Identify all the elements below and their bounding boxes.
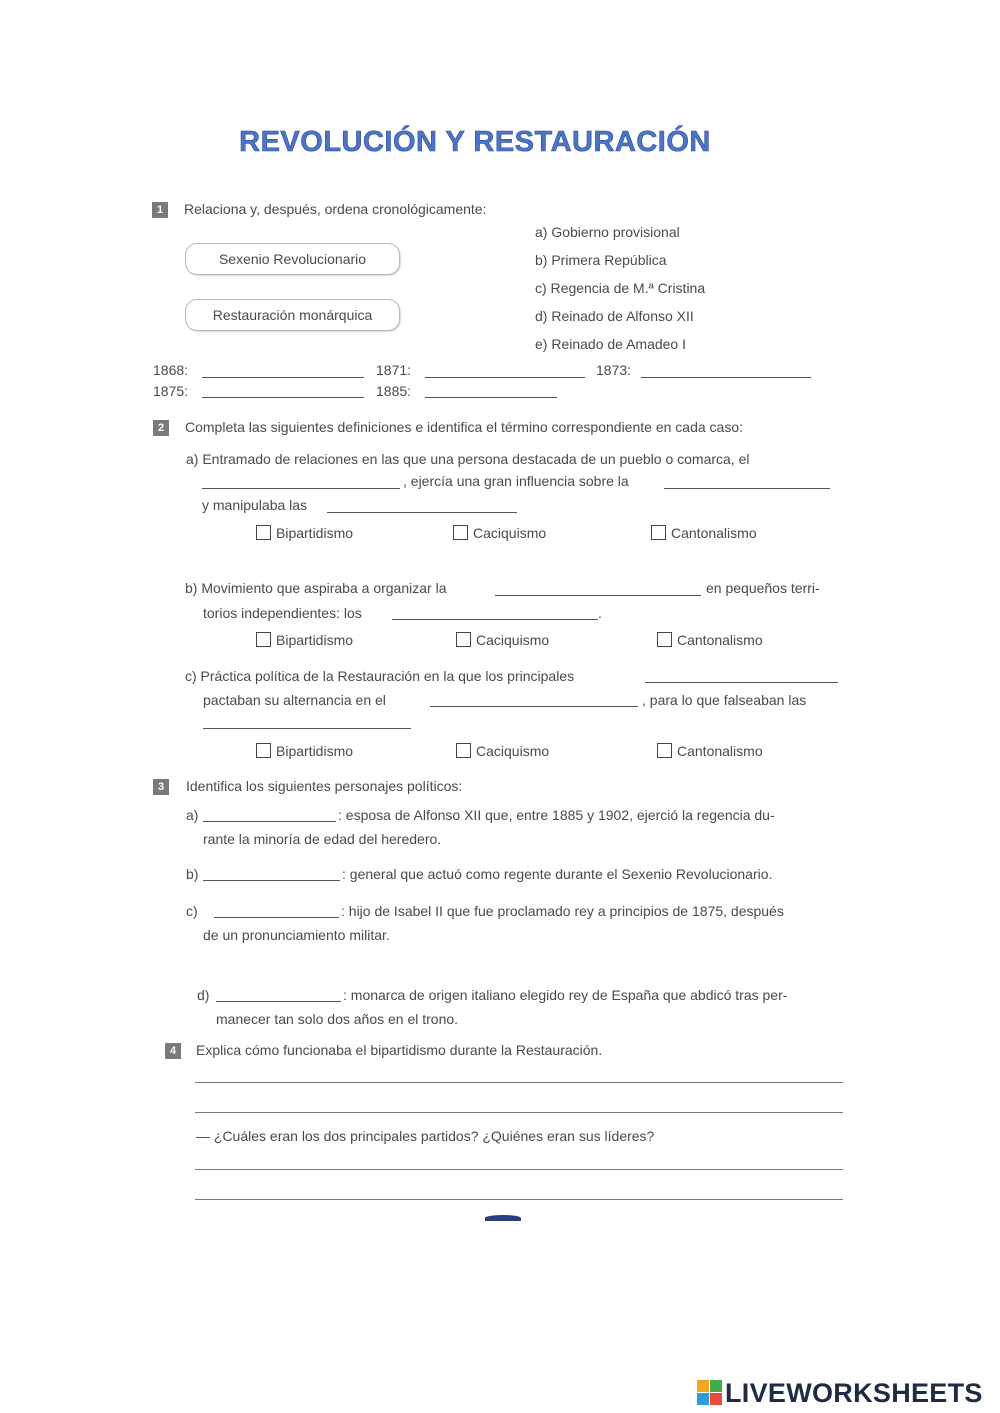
def-b-line2: torios independientes: los: [203, 605, 362, 621]
def-a-choice-cantonalismo[interactable]: Cantonalismo: [651, 525, 757, 541]
def-b-line1b: en pequeños terri-: [706, 580, 820, 596]
option-d: d) Reinado de Alfonso XII: [535, 308, 694, 324]
year-1871-answer[interactable]: [425, 377, 585, 378]
year-1875-answer[interactable]: [202, 397, 364, 398]
person-d-label: d): [197, 987, 210, 1003]
checkbox-icon[interactable]: [456, 743, 471, 758]
def-a-blank1[interactable]: [202, 488, 400, 489]
person-c-line1: : hijo de Isabel II que fue proclamado rey a principios de 1875, después: [341, 903, 784, 919]
checkbox-icon[interactable]: [657, 632, 672, 647]
def-c-choice-caciquismo[interactable]: Caciquismo: [456, 743, 549, 759]
period-box-restauracion[interactable]: Restauración monárquica: [185, 299, 400, 331]
year-1875-label: 1875:: [153, 383, 189, 399]
checkbox-icon[interactable]: [256, 525, 271, 540]
person-a-line1: : esposa de Alfonso XII que, entre 1885 y 1902, ejerció la regencia du-: [338, 807, 775, 823]
year-1873-label: 1873:: [596, 362, 632, 378]
def-c-blank1[interactable]: [645, 682, 838, 683]
person-b-line1: : general que actuó como regente durante el Sexenio Revolucionario.: [342, 866, 773, 882]
person-b-blank[interactable]: [203, 880, 340, 881]
person-c-line2: de un pronunciamiento militar.: [203, 927, 390, 943]
def-a-blank2[interactable]: [664, 488, 830, 489]
answer-line-4[interactable]: [195, 1199, 843, 1200]
person-c-label: c): [186, 903, 198, 919]
exercise-4-number: 4: [165, 1043, 181, 1059]
liveworksheets-mark-icon: [697, 1380, 723, 1411]
def-a-blank3[interactable]: [327, 512, 517, 513]
def-c-choice-cantonalismo[interactable]: Cantonalismo: [657, 743, 763, 759]
exercise-3-number: 3: [153, 779, 169, 795]
checkbox-icon[interactable]: [651, 525, 666, 540]
checkbox-icon[interactable]: [456, 632, 471, 647]
exercise-2-number: 2: [153, 420, 169, 436]
liveworksheets-wordmark: LIVEWORKSHEETS: [725, 1378, 983, 1408]
def-b-blank2[interactable]: [392, 619, 598, 620]
year-1885-answer[interactable]: [425, 397, 557, 398]
person-a-blank[interactable]: [203, 821, 336, 822]
def-b-choice-cantonalismo[interactable]: Cantonalismo: [657, 632, 763, 648]
person-c-blank[interactable]: [214, 917, 339, 918]
person-a-line2: rante la minoría de edad del heredero.: [203, 831, 442, 847]
year-1873-answer[interactable]: [641, 377, 811, 378]
def-b-dot: .: [598, 605, 602, 621]
page-title: REVOLUCIÓN Y RESTAURACIÓN: [239, 126, 711, 158]
checkbox-icon[interactable]: [453, 525, 468, 540]
def-c-line2b: , para lo que falseaban las: [642, 692, 807, 708]
answer-line-3[interactable]: [195, 1169, 843, 1170]
checkbox-icon[interactable]: [256, 632, 271, 647]
person-d-blank[interactable]: [216, 1001, 341, 1002]
exercise-4-instruction: Explica cómo funcionaba el bipartidismo durante la Restauración.: [196, 1042, 603, 1058]
exercise-1-instruction: Relaciona y, después, ordena cronológicamente:: [184, 201, 487, 217]
answer-line-1[interactable]: [195, 1082, 843, 1083]
def-a-choice-caciquismo[interactable]: Caciquismo: [453, 525, 546, 541]
year-1868-label: 1868:: [153, 362, 189, 378]
person-a-label: a): [186, 807, 199, 823]
def-c-line2a: pactaban su alternancia en el: [203, 692, 386, 708]
option-b: b) Primera República: [535, 252, 667, 268]
exercise-3-instruction: Identifica los siguientes personajes políticos:: [186, 778, 463, 794]
def-c-line1: c) Práctica política de la Restauración en la que los principales: [185, 668, 575, 684]
def-b-choice-caciquismo[interactable]: Caciquismo: [456, 632, 549, 648]
option-c: c) Regencia de M.ª Cristina: [535, 280, 706, 296]
def-c-blank3[interactable]: [203, 728, 411, 729]
year-1868-answer[interactable]: [202, 377, 364, 378]
def-a-line1: a) Entramado de relaciones en las que una persona destacada de un pueblo o comarca, el: [186, 451, 750, 467]
def-b-choice-bipartidismo[interactable]: Bipartidismo: [256, 632, 353, 648]
def-a-choice-bipartidismo[interactable]: Bipartidismo: [256, 525, 353, 541]
year-1871-label: 1871:: [376, 362, 412, 378]
person-b-label: b): [186, 866, 199, 882]
def-c-blank2[interactable]: [430, 706, 638, 707]
person-d-line2: manecer tan solo dos años en el trono.: [216, 1011, 459, 1027]
period-box-sexenio[interactable]: Sexenio Revolucionario: [185, 243, 400, 275]
answer-line-2[interactable]: [195, 1112, 843, 1113]
def-b-line1a: b) Movimiento que aspiraba a organizar la: [185, 580, 447, 596]
person-d-line1: : monarca de origen italiano elegido rey de España que abdicó tras per-: [343, 987, 788, 1003]
checkbox-icon[interactable]: [657, 743, 672, 758]
def-a-line3: y manipulaba las: [202, 497, 308, 513]
exercise-1-number: 1: [152, 202, 168, 218]
option-a: a) Gobierno provisional: [535, 224, 680, 240]
ink-mark: [485, 1215, 521, 1221]
def-a-line2: , ejercía una gran influencia sobre la: [403, 473, 629, 489]
liveworksheets-logo: [697, 1378, 983, 1411]
def-c-choice-bipartidismo[interactable]: Bipartidismo: [256, 743, 353, 759]
exercise-4-question: — ¿Cuáles eran los dos principales partidos? ¿Quiénes eran sus líderes?: [196, 1128, 655, 1144]
option-e: e) Reinado de Amadeo I: [535, 336, 686, 352]
year-1885-label: 1885:: [376, 383, 412, 399]
checkbox-icon[interactable]: [256, 743, 271, 758]
def-b-blank1[interactable]: [495, 595, 701, 596]
exercise-2-instruction: Completa las siguientes definiciones e identifica el término correspondiente en cada caso:: [185, 419, 743, 435]
